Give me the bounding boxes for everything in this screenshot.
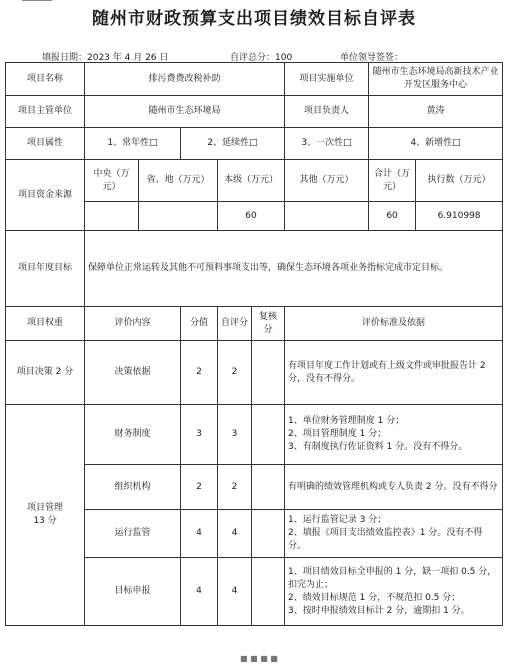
attr-option-4: 4、新增性□ bbox=[369, 128, 503, 160]
annual-goal-text: 保障单位正常运转及其他不可预料事项支出等，确保生态环境各项业务指标完成市定目标。 bbox=[85, 231, 503, 307]
eval-header-review: 复核分 bbox=[252, 307, 285, 341]
page-title: 随州市财政预算支出项目绩效目标自评表 bbox=[92, 9, 416, 29]
management-review bbox=[252, 465, 285, 510]
eval-header-row bbox=[6, 307, 503, 341]
decision-content: 决策依据 bbox=[85, 341, 181, 405]
fill-date: 填报日期：2023 年 4 月 26 日 bbox=[42, 53, 169, 63]
management-self: 4 bbox=[218, 510, 252, 558]
funds-value: 60 bbox=[218, 202, 285, 231]
annual-goal-row bbox=[6, 231, 503, 307]
attr-option-2: 2、延续性□ bbox=[181, 128, 285, 160]
attr-option-3: 3、一次性□ bbox=[285, 128, 369, 160]
decision-criteria: 有项目年度工作计划或有上级文件或审批报告计 2 分，没有不得分。 bbox=[285, 341, 503, 405]
funds-header-row bbox=[6, 160, 503, 202]
impl-unit-value: 随州市生态环境局高新技术产业开发区服务中心 bbox=[369, 63, 503, 96]
leader-signature: 单位领导签签： bbox=[340, 53, 404, 63]
management-content: 运行监管 bbox=[85, 510, 181, 558]
attr-option-1: 1、常年性□ bbox=[85, 128, 181, 160]
funds-header: 执行数（万元） bbox=[416, 160, 503, 202]
project-name-row bbox=[6, 63, 503, 96]
funds-value bbox=[285, 202, 369, 231]
management-row bbox=[6, 405, 503, 465]
management-self: 2 bbox=[218, 465, 252, 510]
funds-value bbox=[139, 202, 218, 231]
corner-line bbox=[22, 0, 52, 3]
annual-goal-label: 项目年度目标 bbox=[6, 231, 85, 307]
impl-unit-label: 项目实施单位 bbox=[285, 63, 369, 96]
footer-mark: ■ ■ ■ ■ bbox=[240, 654, 278, 663]
management-criteria: 1、运行监管记录 3 分； 2、填报《项目支出绩效监控表》1 分。没有不得分。 bbox=[285, 510, 503, 558]
eval-header-weight: 项目权重 bbox=[6, 307, 85, 341]
project-attr-row bbox=[6, 128, 503, 160]
management-score: 4 bbox=[181, 510, 218, 558]
management-content: 财务制度 bbox=[85, 405, 181, 465]
management-criteria: 有明确的绩效管理机构或专人负责 2 分。没有不得分 bbox=[285, 465, 503, 510]
funds-header: 中央（万元） bbox=[85, 160, 139, 202]
funds-header: 其他（万元） bbox=[285, 160, 369, 202]
funds-header: 本级（万元） bbox=[218, 160, 285, 202]
management-score: 2 bbox=[181, 465, 218, 510]
decision-self: 2 bbox=[218, 341, 252, 405]
funds-value: 6.910998 bbox=[416, 202, 503, 231]
eval-header-content: 评价内容 bbox=[85, 307, 181, 341]
dept-value: 随州市生态环境局 bbox=[85, 96, 285, 128]
funds-value: 60 bbox=[369, 202, 416, 231]
management-self: 3 bbox=[218, 405, 252, 465]
eval-header-score: 分值 bbox=[181, 307, 218, 341]
lead-label: 项目负责人 bbox=[285, 96, 369, 128]
dept-label: 项目主管单位 bbox=[6, 96, 85, 128]
management-content: 组织机构 bbox=[85, 465, 181, 510]
self-total-score: 自评总分：100 bbox=[230, 53, 293, 63]
decision-weight: 项目决策 2 分 bbox=[6, 341, 85, 405]
decision-score: 2 bbox=[181, 341, 218, 405]
management-review bbox=[252, 558, 285, 626]
management-criteria: 1、单位财务管理制度 1 分； 2、项目管理制度 1 分； 3、有制度执行佐证资料 1 分。没有不得分。 bbox=[285, 405, 503, 465]
funds-label: 项目资金来源 bbox=[6, 160, 85, 231]
funds-header: 省、地（万元） bbox=[139, 160, 218, 202]
management-review bbox=[252, 510, 285, 558]
project-name-label: 项目名称 bbox=[6, 63, 85, 96]
attr-label: 项目属性 bbox=[6, 128, 85, 160]
funds-value bbox=[85, 202, 139, 231]
project-dept-row bbox=[6, 96, 503, 128]
decision-review bbox=[252, 341, 285, 405]
management-review bbox=[252, 405, 285, 465]
funds-header: 合计（万元） bbox=[369, 160, 416, 202]
management-criteria: 1、项目绩效目标全申报的 1 分，缺一项扣 0.5 分，扣完为止； 2、绩效目标规范 1 分，不规范扣 0.5 分； 3、按时申报绩效目标计 2 分，逾期扣 1 分。 bbox=[285, 558, 503, 626]
management-content: 目标申报 bbox=[85, 558, 181, 626]
eval-header-criteria: 评价标准及依据 bbox=[285, 307, 503, 341]
management-self: 4 bbox=[218, 558, 252, 626]
evaluation-table bbox=[5, 62, 503, 626]
management-weight: 项目管理 13 分 bbox=[6, 405, 85, 626]
project-name-value: 排污费费改税补助 bbox=[85, 63, 285, 96]
management-score: 3 bbox=[181, 405, 218, 465]
eval-header-self: 自评分 bbox=[218, 307, 252, 341]
management-score: 4 bbox=[181, 558, 218, 626]
lead-value: 黄涛 bbox=[369, 96, 503, 128]
decision-row bbox=[6, 341, 503, 405]
